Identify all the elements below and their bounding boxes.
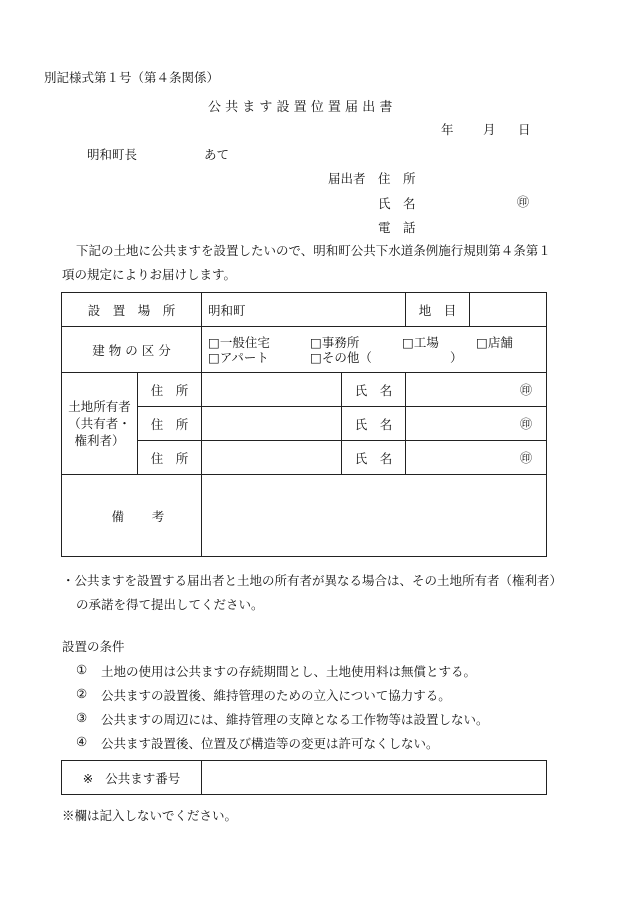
conditions-heading: 設置の条件 — [62, 639, 125, 654]
intro-line-1: 下記の土地に公共ますを設置したいので、明和町公共下水道条例施行規則第４条第１ — [76, 243, 551, 258]
condition-3-number: ③ — [76, 710, 88, 725]
condition-1-text: 土地の使用は公共ますの存続期間とし、土地使用料は無償とする。 — [101, 664, 477, 679]
owner-address-field[interactable] — [202, 407, 342, 441]
intro-line-2: 項の規定によりお届けします。 — [62, 267, 237, 282]
footer-note: ※欄は記入しないでください。 — [62, 808, 238, 823]
option-factory[interactable]: □工場 — [402, 334, 439, 350]
owner-name-field[interactable]: ㊞ — [406, 373, 547, 407]
condition-4-text: 公共ます設置後、位置及び構造等の変更は許可なくしない。 — [101, 736, 439, 751]
note-line-1: ・公共ますを設置する届出者と土地の所有者が異なる場合は、その土地所有者（権利者） — [62, 573, 563, 588]
remarks-row — [62, 475, 547, 557]
land-category-label: 地 目 — [406, 293, 470, 327]
office-use-table — [61, 760, 547, 795]
owner-name-label: 氏 名 — [342, 373, 406, 407]
remarks-label-left: 備 — [111, 508, 124, 524]
applicant-name-label: 氏 名 — [378, 196, 416, 211]
building-type-options — [202, 327, 547, 373]
owner-label-line-3: 権利者） — [74, 433, 125, 448]
office-use-row — [62, 761, 547, 795]
owner-name-field[interactable]: ㊞ — [406, 441, 547, 475]
owner-name-label: 氏 名 — [342, 441, 406, 475]
location-row — [62, 293, 547, 327]
applicant-label: 届出者 — [328, 171, 366, 186]
application-table — [61, 292, 547, 557]
owner-address-label: 住 所 — [138, 373, 202, 407]
option-store[interactable]: □店舗 — [476, 334, 513, 350]
option-other-close-paren: ） — [450, 349, 463, 365]
form-number: 別記様式第１号（第４条関係） — [44, 70, 220, 85]
addressee-name: 明和町長 — [87, 147, 138, 162]
location-label: 設 置 場 所 — [62, 293, 202, 327]
note-line-2: の承諾を得て提出してください。 — [76, 597, 264, 612]
building-type-row — [62, 327, 547, 373]
condition-1-number: ① — [76, 662, 88, 677]
office-use-label: 公共ます番号 — [105, 770, 181, 786]
remarks-label-right: 考 — [151, 508, 165, 524]
office-use-label-cell — [62, 761, 202, 795]
option-other[interactable]: □その他（ — [310, 349, 372, 365]
owner-address-label: 住 所 — [138, 407, 202, 441]
condition-4-number: ④ — [76, 734, 88, 749]
owner-name-field[interactable]: ㊞ — [406, 407, 547, 441]
remarks-label — [62, 475, 202, 557]
condition-2-number: ② — [76, 686, 88, 701]
date-year-label: 年 — [441, 122, 454, 137]
option-apartment[interactable]: □アパート — [208, 349, 269, 365]
option-office[interactable]: □事務所 — [310, 334, 360, 350]
condition-3-text: 公共ますの周辺には、維持管理の支障となる工作物等は設置しない。 — [101, 712, 489, 727]
owner-row-1 — [62, 373, 547, 407]
applicant-seal-mark: ㊞ — [517, 195, 530, 209]
owner-name-label: 氏 名 — [342, 407, 406, 441]
public-basin-number-field[interactable] — [202, 761, 547, 795]
owner-address-field[interactable] — [202, 441, 342, 475]
remarks-field[interactable] — [202, 475, 547, 557]
date-day-label: 日 — [518, 122, 531, 137]
office-use-mark: ※ — [82, 770, 94, 786]
form-title: 公 共 ま す 設 置 位 置 届 出 書 — [208, 100, 393, 115]
date-month-label: 月 — [483, 122, 496, 137]
option-detached-house[interactable]: □一般住宅 — [208, 334, 270, 350]
owner-label — [62, 373, 138, 475]
owner-address-label: 住 所 — [138, 441, 202, 475]
owner-label-line-2: （共有者・ — [68, 416, 131, 431]
location-value-field[interactable]: 明和町 — [202, 293, 406, 327]
applicant-phone-label: 電 話 — [378, 220, 416, 235]
owner-address-field[interactable] — [202, 373, 342, 407]
owner-label-line-1: 土地所有者 — [68, 399, 131, 414]
condition-2-text: 公共ますの設置後、維持管理のための立入について協力する。 — [101, 688, 451, 703]
building-type-label: 建 物 の 区 分 — [62, 327, 202, 373]
addressee-suffix: あて — [204, 147, 230, 162]
applicant-address-label: 住 所 — [378, 171, 416, 186]
land-category-field[interactable] — [470, 293, 547, 327]
